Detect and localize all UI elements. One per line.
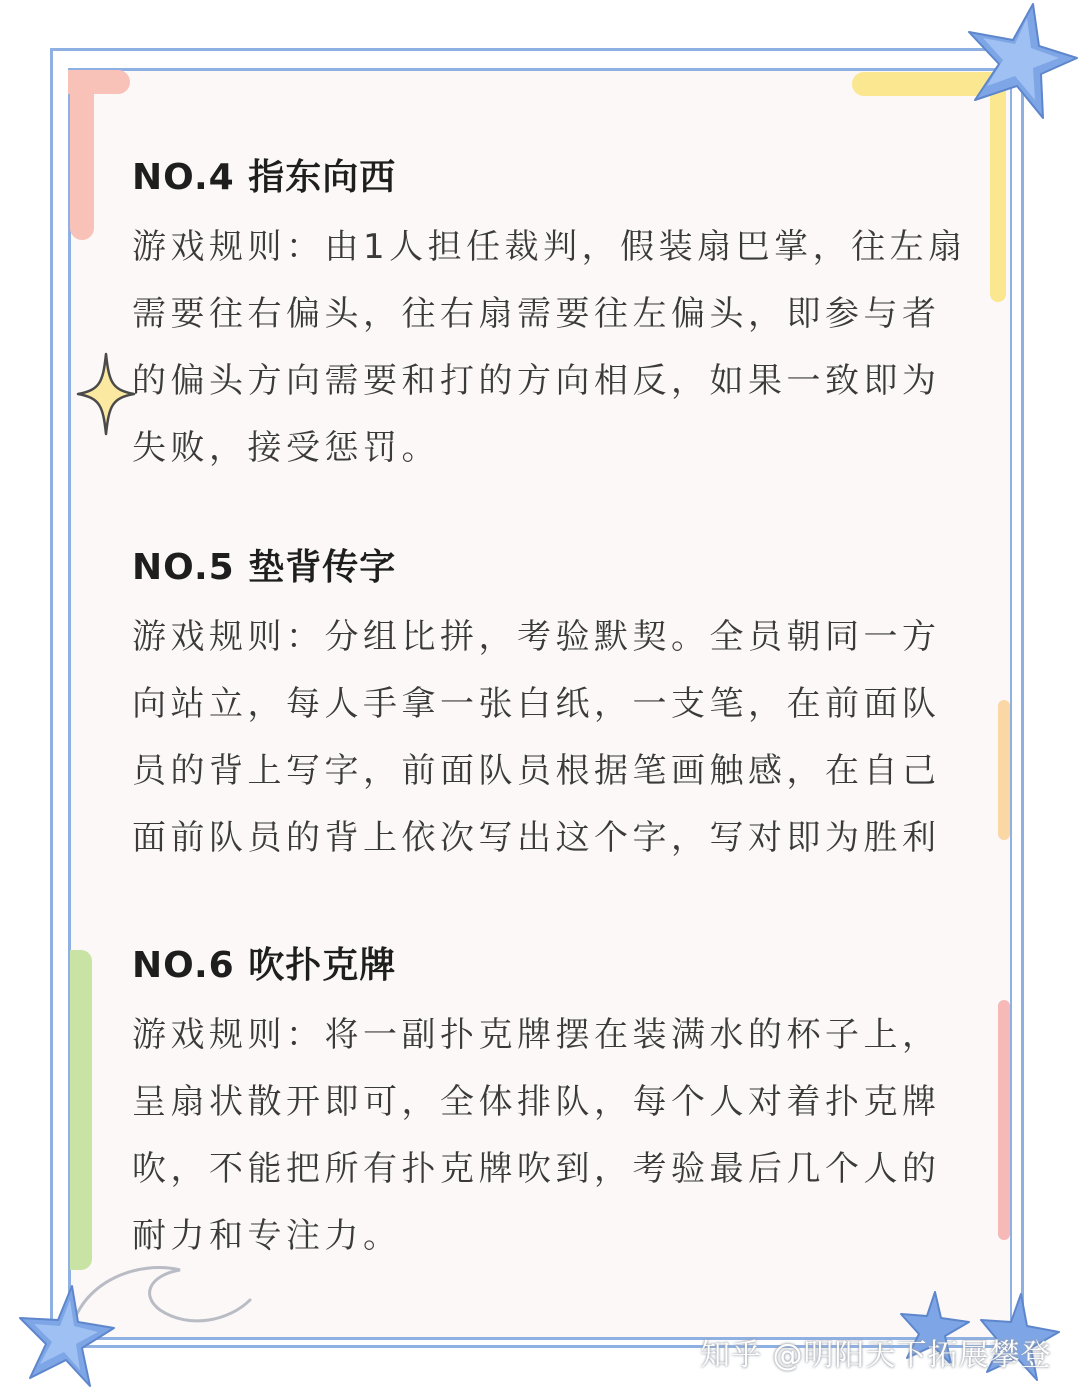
star-icon — [955, 0, 1080, 125]
sparkle-icon — [76, 352, 136, 436]
section-title: NO.6 吹扑克牌 — [132, 945, 397, 986]
section-body: 游戏规则：将一副扑克牌摆在装满水的杯子上，呈扇状散开即可，全体排队，每个人对着扑克牌吹，不能把所有扑克牌吹到，考验最后几个人的耐力和专注力。 — [132, 1015, 941, 1256]
star-icon — [14, 1282, 124, 1392]
side-accent-green — [70, 950, 92, 1270]
section-title: NO.5 垫背传字 — [132, 547, 397, 588]
section-no6 — [132, 938, 972, 1270]
side-accent-orange — [998, 700, 1010, 840]
side-accent-pink — [70, 70, 94, 240]
section-no4 — [132, 150, 972, 482]
section-body: 游戏规则：由1人担任裁判，假装扇巴掌，往左扇需要往右偏头，往右扇需要往左偏头，即参与者的偏头方向需要和打的方向相反，如果一致即为失败，接受惩罚。 — [132, 227, 967, 468]
section-body: 游戏规则：分组比拼，考验默契。全员朝同一方向站立，每人手拿一张白纸，一支笔，在前面队员的背上写字，前面队员根据笔画触感，在自己面前队员的背上依次写出这个字，写对即为胜利 — [132, 617, 941, 858]
section-title: NO.4 指东向西 — [132, 157, 397, 198]
section-no5 — [132, 540, 972, 872]
side-accent-red — [998, 1000, 1010, 1240]
watermark: 知乎 @明阳天下拓展攀登 — [700, 1338, 1052, 1373]
